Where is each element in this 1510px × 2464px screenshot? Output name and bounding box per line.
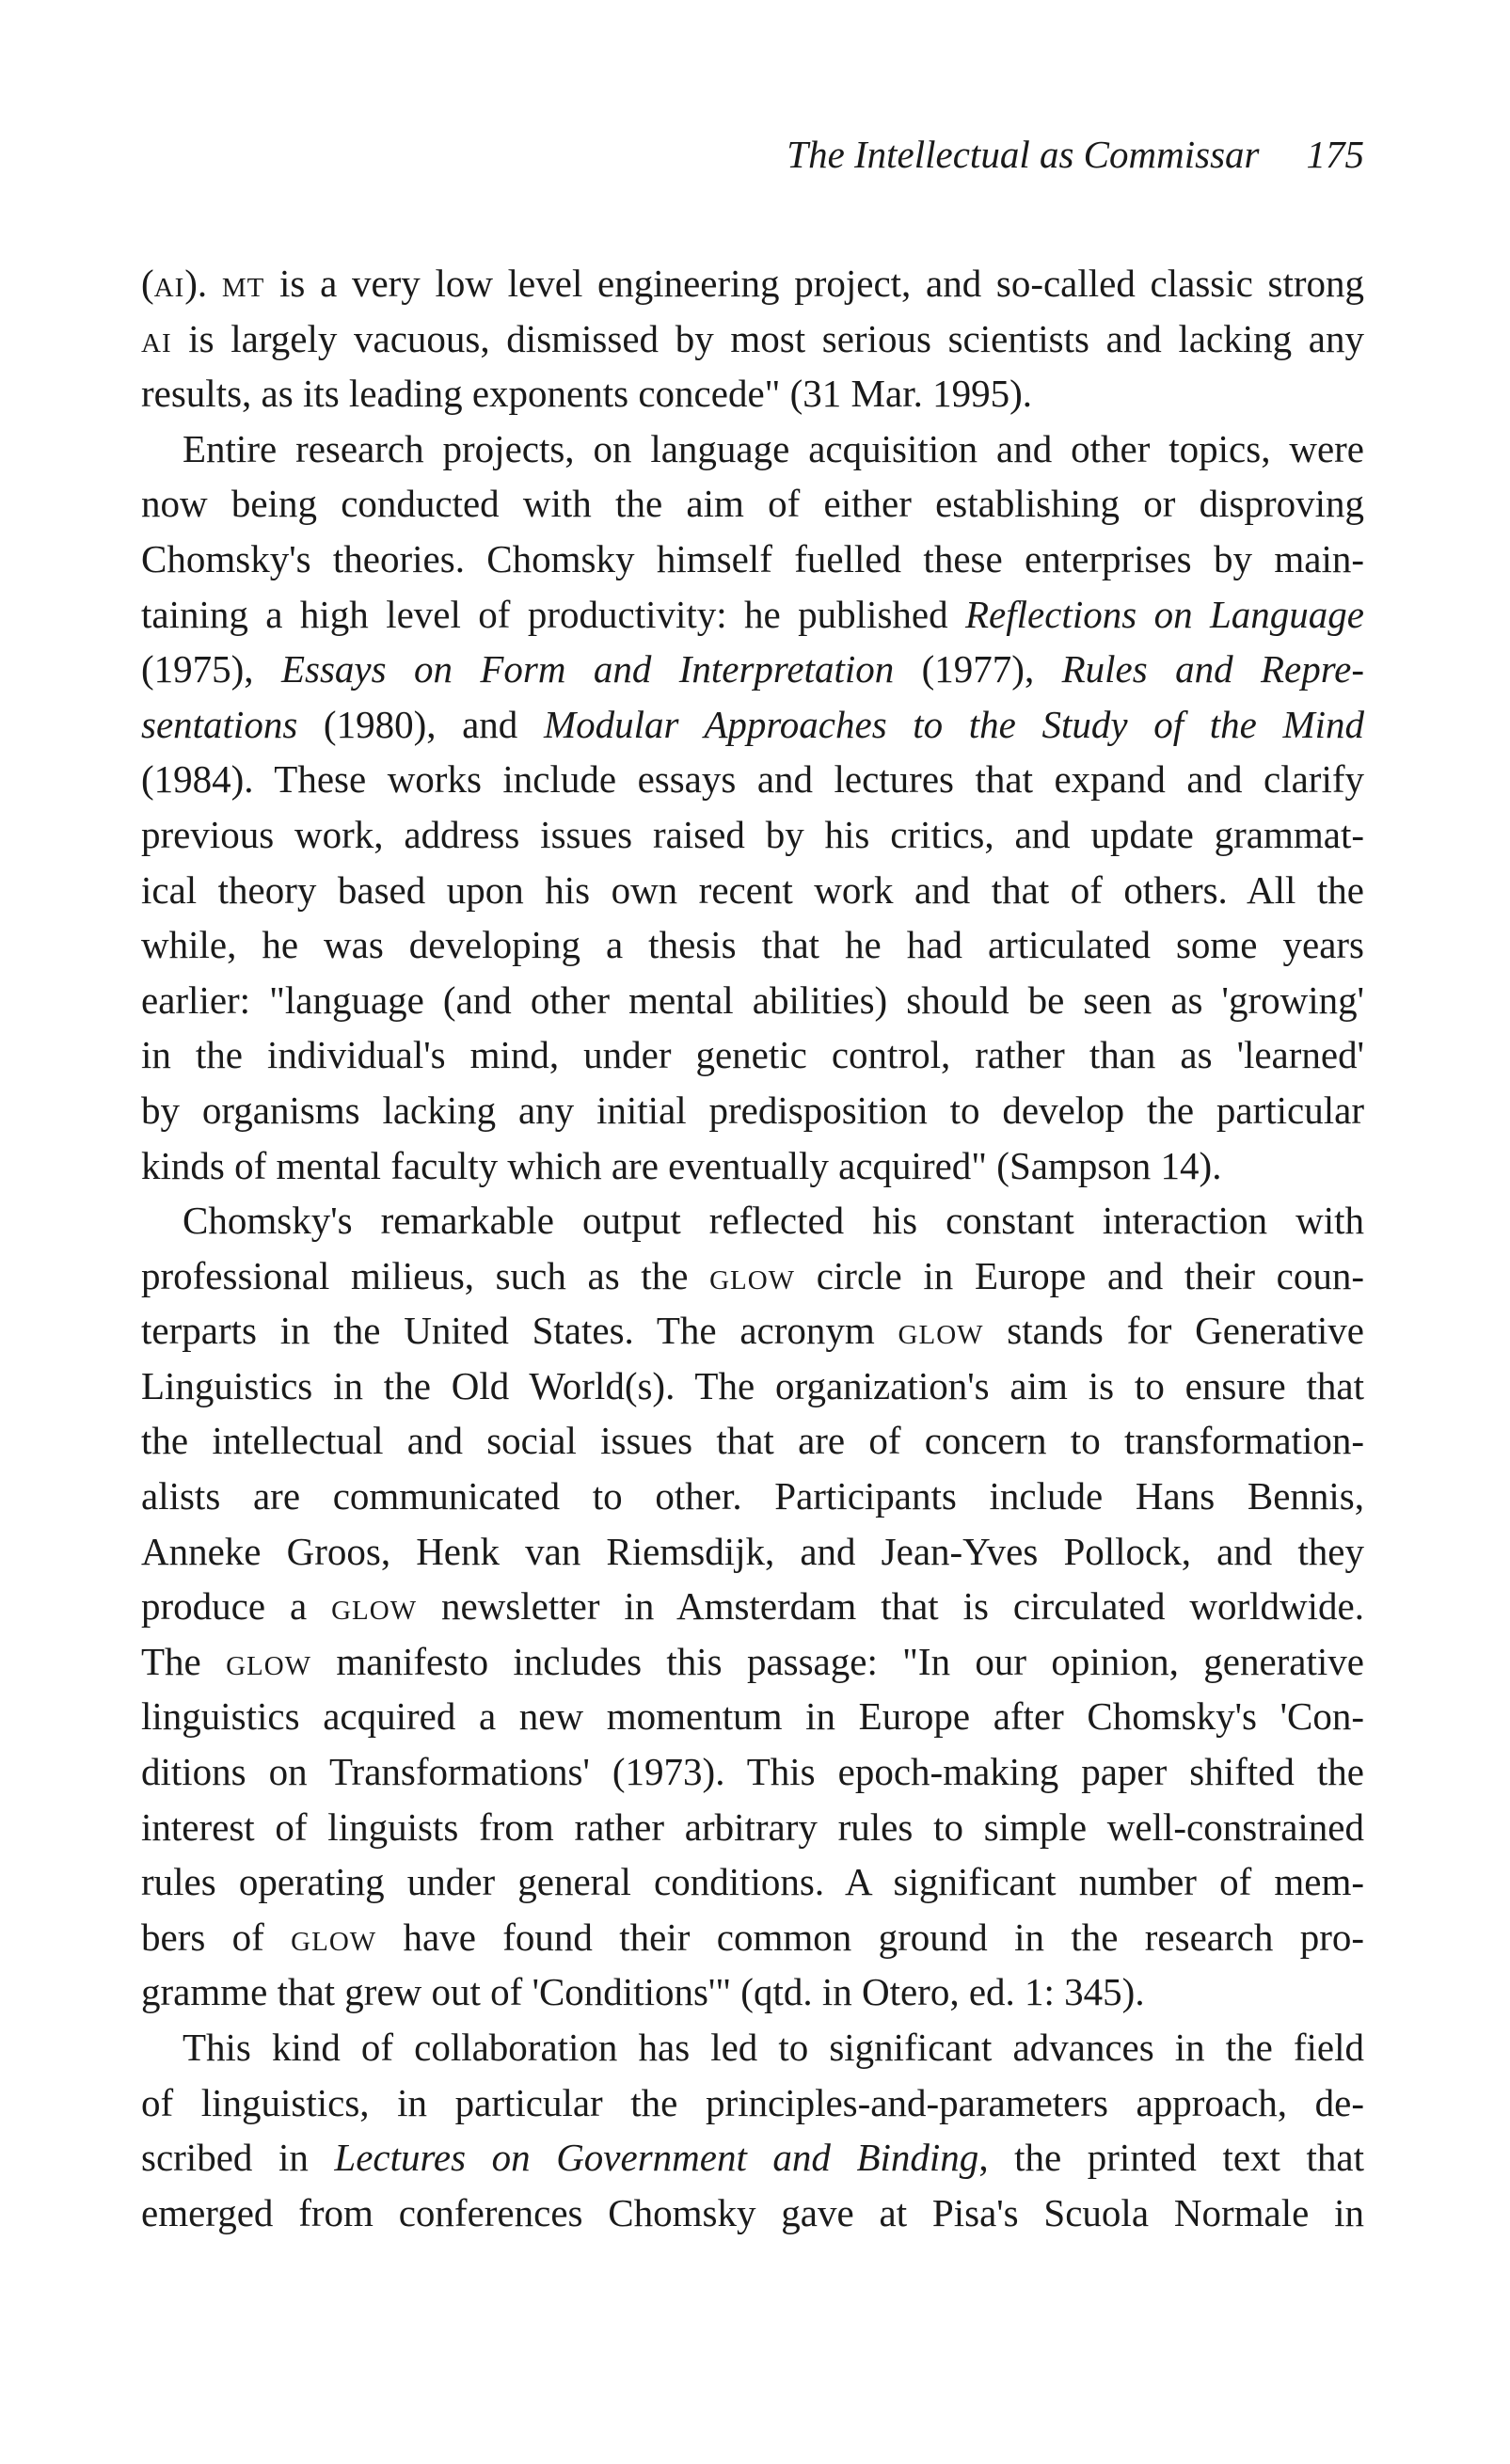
text-line: by organisms lacking any initial predisposition to develop the particular <box>141 1088 1364 1132</box>
text-line: Chomsky's remarkable output reflected his constant interaction with <box>183 1199 1364 1243</box>
text-line: linguistics acquired a new momentum in Europe after Chomsky's 'Con- <box>141 1694 1364 1739</box>
text-line: Linguistics in the Old World(s). The organization's aim is to ensure that <box>141 1363 1364 1407</box>
text-line: produce a glow newsletter in Amsterdam that is circulated worldwide. <box>141 1584 1365 1629</box>
text-line: (1984). These works include essays and lectures that expand and clarify <box>141 757 1364 802</box>
text-line: results, as its leading exponents concede" (31 Mar. 1995). <box>141 372 1032 416</box>
text-line: The glow manifesto includes this passage: "In our opinion, generative <box>141 1639 1364 1683</box>
text-line: ditions on Transformations' (1973). This epoch-making paper shifted the <box>141 1750 1364 1794</box>
text-line: kinds of mental faculty which are eventually acquired" (Sampson 14). <box>141 1143 1222 1187</box>
text-line: rules operating under general conditions. A significant number of mem- <box>141 1860 1364 1904</box>
text-line: ai is largely vacuous, dismissed by most serious scientists and lacking any <box>141 316 1364 360</box>
body-text <box>141 256 1364 2240</box>
italic-title: Lectures on Government and Binding <box>334 2136 979 2180</box>
text-line: This kind of collaboration has led to significant advances in the field <box>183 2026 1364 2069</box>
text-line: now being conducted with the aim of either establishing or disproving <box>141 482 1364 526</box>
small-caps-acronym: ai <box>153 262 185 305</box>
small-caps-acronym: glow <box>898 1309 984 1353</box>
text-line: previous work, address issues raised by his critics, and update grammat- <box>141 812 1364 856</box>
text-line: earlier: "language (and other mental abilities) should be seen as 'growing' <box>141 978 1364 1022</box>
running-head-title: The Intellectual as Commissar <box>787 133 1260 176</box>
text-line: professional milieus, such as the glow circle in Europe and their coun- <box>141 1253 1364 1297</box>
text-line: Entire research projects, on language acquisition and other topics, were <box>183 426 1364 470</box>
italic-title: sentations <box>141 702 298 746</box>
text-line: taining a high level of productivity: he published Reflections on Language <box>141 592 1364 636</box>
text-line: (1975), Essays on Form and Interpretation (1977), Rules and Repre- <box>141 647 1364 692</box>
small-caps-acronym: glow <box>291 1915 377 1959</box>
italic-title: Modular Approaches to the Study of the Mind <box>543 702 1364 746</box>
text-line: gramme that grew out of 'Conditions'" (qtd. in Otero, ed. 1: 345). <box>141 1970 1145 2014</box>
italic-title: Rules and Repre- <box>1061 647 1364 692</box>
italic-title: Reflections on Language <box>965 592 1364 636</box>
text-line: while, he was developing a thesis that he had articulated some years <box>141 923 1364 967</box>
text-line: terparts in the United States. The acronym glow stands for Generative <box>141 1309 1364 1353</box>
small-caps-acronym: glow <box>331 1584 418 1629</box>
text-line: ical theory based upon his own recent work and that of others. All the <box>141 867 1364 912</box>
text-line: scribed in Lectures on Government and Binding, the printed text that <box>141 2136 1364 2180</box>
small-caps-acronym: glow <box>226 1639 312 1683</box>
running-head <box>787 126 1364 183</box>
text-line: emerged from conferences Chomsky gave at Pisa's Scuola Normale in <box>141 2190 1364 2234</box>
text-line: of linguistics, in particular the principles-and-parameters approach, de- <box>141 2080 1364 2124</box>
page-number: 175 <box>1306 133 1364 176</box>
text-line: in the individual's mind, under genetic control, rather than as 'learned' <box>141 1033 1364 1077</box>
text-line: alists are communicated to other. Participants include Hans Bennis, <box>141 1474 1364 1518</box>
text-line: (ai). mt is a very low level engineering project, and so-called classic strong <box>141 262 1365 305</box>
text-line: bers of glow have found their common ground in the research pro- <box>141 1915 1364 1959</box>
small-caps-acronym: mt <box>221 262 265 305</box>
text-line: Chomsky's theories. Chomsky himself fuelled these enterprises by main- <box>141 536 1364 580</box>
text-line: sentations (1980), and Modular Approaches to the Study of the Mind <box>141 702 1364 746</box>
text-line: Anneke Groos, Henk van Riemsdijk, and Jean-Yves Pollock, and they <box>141 1529 1364 1573</box>
small-caps-acronym: ai <box>141 316 172 360</box>
italic-title: Essays on Form and Interpretation <box>280 647 895 692</box>
small-caps-acronym: glow <box>709 1253 796 1297</box>
text-line: interest of linguists from rather arbitrary rules to simple well-constrained <box>141 1804 1364 1849</box>
text-line: the intellectual and social issues that are of concern to transformation- <box>141 1419 1364 1463</box>
